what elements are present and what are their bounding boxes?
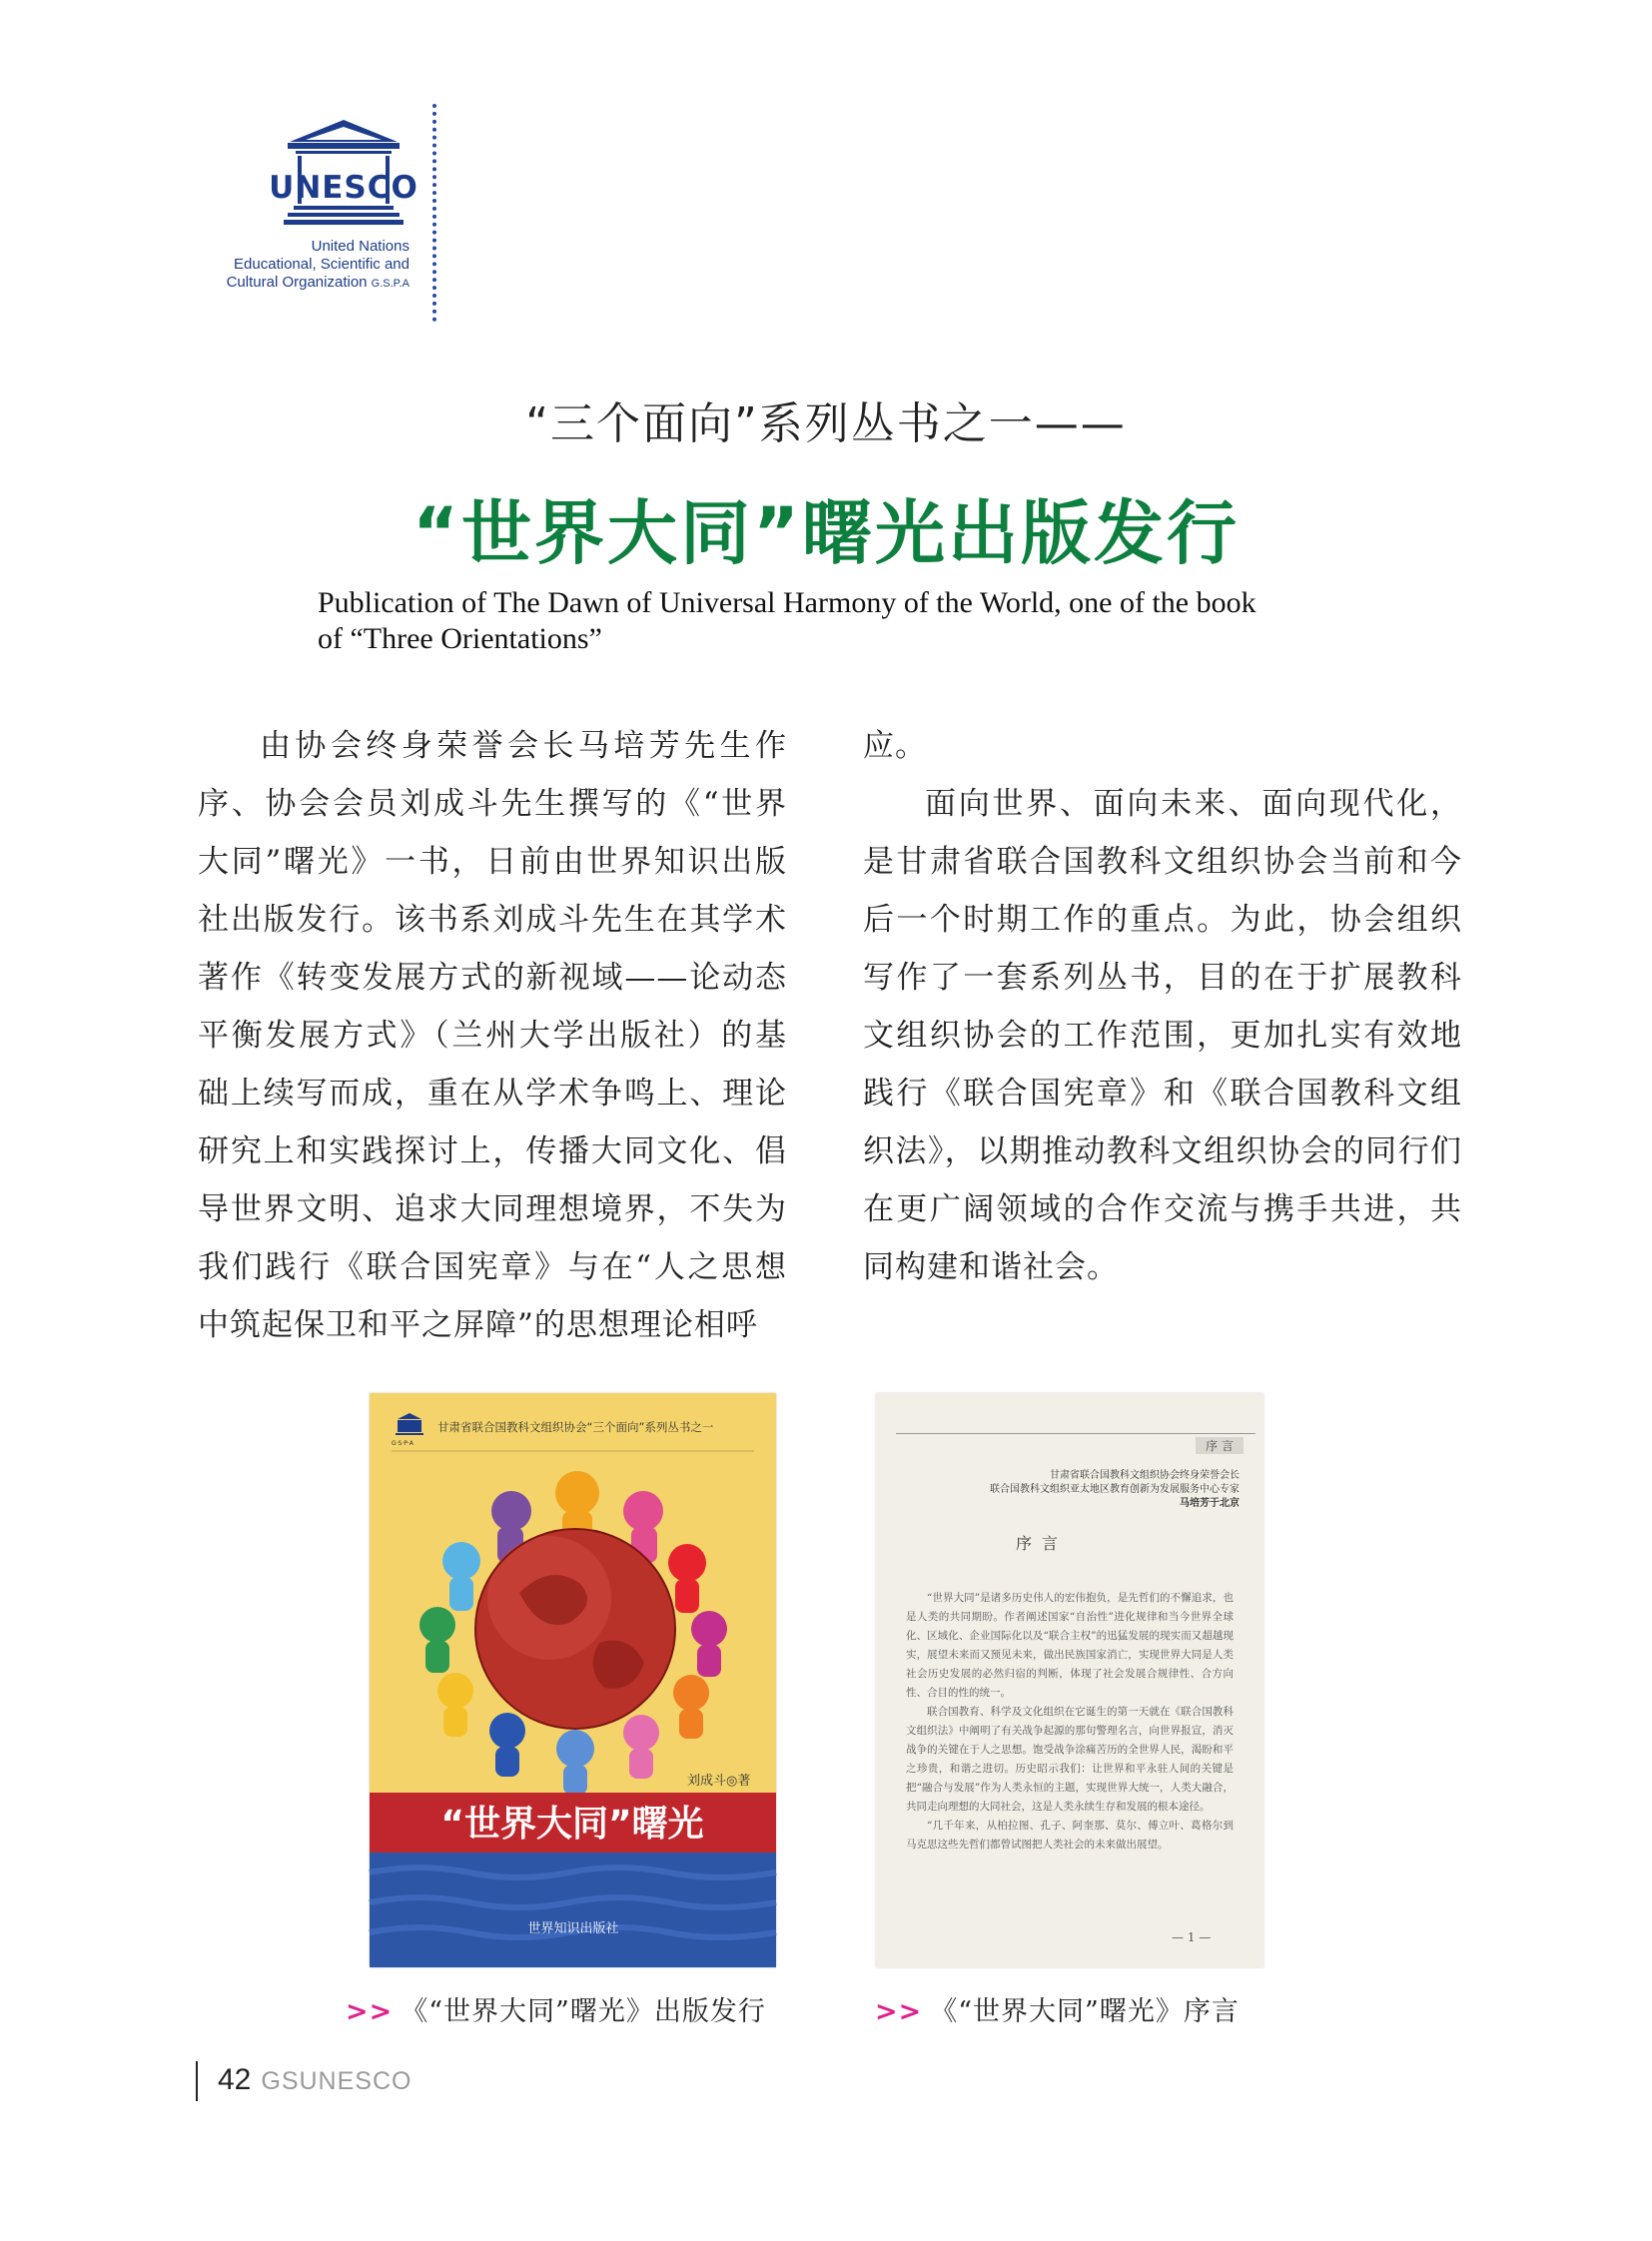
paragraph: 面向世界、面向未来、面向现代化，是甘肃省联合国教科文组织协会当前和今后一个时期工作的重点。为此，协会组织写作了一套系列丛书，目的在于扩展教科文组织协会的工作范围，更加扎实有效地践行《联合国宪章》和《联合国教科文组织法》，以期推动教科文组织协会的同行们在更广阔领域的合作交流与携手共进，共同构建和谐社会。: [863, 786, 1462, 1285]
cover-logo-abbr: G·S·P·A: [392, 1440, 413, 1447]
caption-text: 《“世界大同”曙光》出版发行: [401, 1996, 766, 2027]
preface-meta-line: 马培芳于北京: [1180, 1498, 1239, 1509]
left-column: [198, 717, 787, 1354]
org-line: United Nations: [311, 238, 410, 255]
preface-meta-line: 联合国教科文组织亚太地区教育创新为发展服务中心专家: [990, 1484, 1239, 1495]
paragraph: 由协会终身荣誉会长马培芳先生作序、协会会员刘成斗先生撰写的《“世界大同”曙光》一书，日前由世界知识出版社出版发行。该书系刘成斗先生在其学术著作《转变发展方式的新视域——论动态平衡发展方式》（兰州大学出版社）的基础上续写而成，重在从学术争鸣上、理论研究上和实践探讨上，传播大同文化、倡导世界文明、追求大同理想境界，不失为我们践行《联合国宪章》与在“人之思想中筑起保卫和平之屏障”的思想理论相呼: [198, 728, 787, 1343]
preface-title: 序言: [1016, 1534, 1069, 1553]
page-number: 42: [218, 2063, 252, 2096]
preface-body: [906, 1589, 1234, 1855]
dotted-divider: [432, 104, 436, 322]
footer-rule: [196, 2061, 198, 2101]
caption-book-cover: [346, 1989, 766, 2028]
org-abbr: G.S.P.A: [371, 278, 410, 290]
org-line: Cultural Organization: [226, 274, 368, 291]
preface-meta-line: 甘肃省联合国教科文组织协会终身荣誉会长: [1050, 1470, 1239, 1481]
cover-author: 刘成斗◎著: [687, 1774, 751, 1789]
preface-paragraph: “世界大同”是诸多历史伟人的宏伟抱负，是先哲们的不懈追求，也是人类的共同期盼。作者阐述国家“自治性”进化规律和当今世界全球化、区域化、企业国际化以及“联合主权”的迅猛发展的现实而又超越现实，展望未来而又预见未来，做出民族国家消亡，实现世界大同是人类社会历史发展的必然归宿的判断，体现了社会发展合规律性、合方向性、合目的性的统一。: [906, 1592, 1234, 1699]
book-cover-illustration: [370, 1393, 776, 1967]
unesco-logo: [269, 118, 418, 232]
caption-preface: [875, 1989, 1239, 2028]
english-title-line: Publication of The Dawn of Universal Harmony of the World, one of the book: [318, 586, 1256, 619]
article-english-title: [318, 585, 1416, 657]
org-line: Educational, Scientific and: [234, 256, 410, 273]
caption-arrows-icon: >>: [875, 1996, 923, 2027]
unesco-temple-icon: [269, 118, 418, 228]
right-column: [863, 717, 1462, 1296]
english-title-line: of “Three Orientations”: [318, 622, 602, 655]
cover-series-text: 甘肃省联合国教科文组织协会“三个面向”系列丛书之一: [437, 1420, 714, 1434]
preface-paragraph: “几千年来，从柏拉图、孔子、阿奎那、莫尔、傅立叶、葛格尔到马克思这些先哲们都曾试图把人类社会的未来做出展望。: [906, 1820, 1234, 1851]
cover-publisher: 世界知识出版社: [527, 1921, 619, 1936]
article-kicker: “三个面向”系列丛书之一——: [525, 398, 1127, 449]
magazine-name: GSUNESCO: [261, 2067, 413, 2095]
book-cover-image: [370, 1393, 776, 1967]
svg-text:UNESCO: UNESCO: [269, 170, 418, 206]
org-name: [190, 238, 410, 293]
preface-header-tag: 序 言: [1196, 1437, 1243, 1454]
caption-arrows-icon: >>: [346, 1996, 394, 2027]
preface-meta: [910, 1469, 1239, 1511]
caption-text: 《“世界大同”曙光》序言: [930, 1996, 1239, 2027]
article-title: “世界大同”曙光出版发行: [412, 492, 1239, 574]
cover-book-title: “世界大同”曙光: [440, 1804, 704, 1845]
paragraph-continuation: 应。: [863, 728, 927, 764]
preface-paragraph: 联合国教育、科学及文化组织在它诞生的第一天就在《联合国教科文组织法》中阐明了有关战争起源的那句警理名言，向世界报宣，消灭战争的关键在于人之思想。饱受战争涂痛苦历的全世界人民，渴盼和平之珍贵，和谐之进切。历史昭示我们：让世界和平永驻人间的关键是把“融合与发展”作为人类永恒的主题，实现世界大统一，人类大融合，共同走向理想的大同社会，这是人类永续生存和发展的根本途径。: [906, 1706, 1234, 1813]
footer: [218, 2063, 412, 2097]
globe-illustration: [475, 1529, 675, 1729]
preface-page-image: [876, 1393, 1263, 1967]
preface-page-number: — 1 —: [1172, 1930, 1212, 1944]
